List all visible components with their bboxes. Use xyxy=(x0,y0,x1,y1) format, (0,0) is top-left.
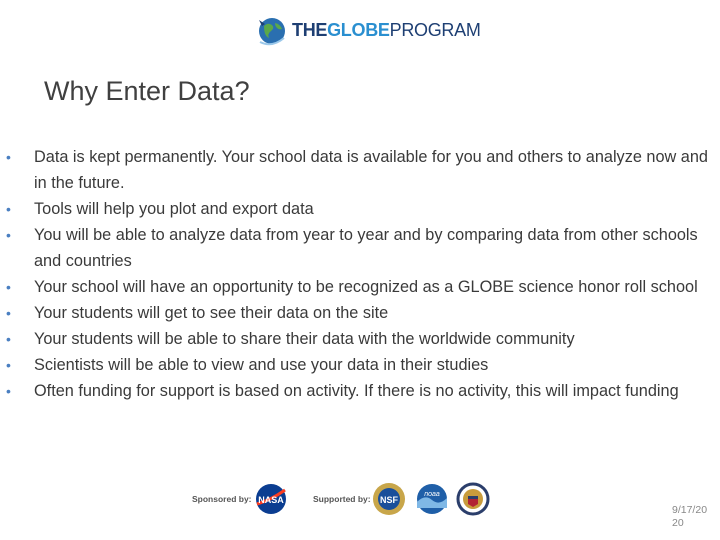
bullet-item xyxy=(6,196,714,222)
logo-part-globe: GLOBE xyxy=(327,19,390,40)
bullet-icon: • xyxy=(6,149,11,165)
bullet-list xyxy=(6,144,714,404)
bullet-icon: • xyxy=(6,227,11,243)
date-line-1: 9/17/20 xyxy=(672,504,708,516)
bullet-item xyxy=(6,144,714,196)
bullet-icon: • xyxy=(6,383,11,399)
bullet-item xyxy=(6,326,714,352)
sponsored-by-label: Sponsored by: xyxy=(192,494,252,504)
nsf-logo-text: NSF xyxy=(380,495,398,505)
globe-program-logo xyxy=(256,14,481,46)
date-line-2: 20 xyxy=(672,517,684,529)
bullet-icon: • xyxy=(6,357,11,373)
bullet-text: Scientists will be able to view and use your data in their studies xyxy=(34,356,489,374)
noaa-logo-icon xyxy=(415,482,449,516)
supported-by-label: Supported by: xyxy=(313,494,371,504)
bullet-item xyxy=(6,378,714,404)
state-dept-seal-icon xyxy=(456,482,490,516)
slide-date xyxy=(672,504,707,530)
sponsor-bar xyxy=(0,478,720,524)
bullet-icon: • xyxy=(6,331,11,347)
bullet-text: Data is kept permanently. Your school data is available for you and others to analyze now and in the future. xyxy=(34,148,708,192)
bullet-text: Often funding for support is based on activity. If there is no activity, this will impact funding xyxy=(34,382,679,400)
globe-logo-icon xyxy=(256,14,288,46)
bullet-icon: • xyxy=(6,201,11,217)
nasa-logo-text: NASA xyxy=(258,495,284,505)
bullet-item xyxy=(6,274,714,300)
logo-part-the: THE xyxy=(292,19,328,40)
bullet-icon: • xyxy=(6,279,11,295)
bullet-text: Your students will get to see their data on the site xyxy=(34,304,389,322)
nasa-logo-icon xyxy=(254,482,288,516)
bullet-text: Tools will help you plot and export data xyxy=(34,200,314,218)
bullet-text: Your students will be able to share their data with the worldwide community xyxy=(34,330,575,348)
noaa-logo-text: noaa xyxy=(424,491,440,498)
bullet-text: You will be able to analyze data from year to year and by comparing data from other schools and countries xyxy=(34,226,698,270)
logo-part-program: PROGRAM xyxy=(389,19,481,40)
bullet-item xyxy=(6,300,714,326)
bullet-icon: • xyxy=(6,305,11,321)
slide-title: Why Enter Data? xyxy=(44,76,250,106)
nsf-logo-icon xyxy=(371,481,407,517)
bullet-text: Your school will have an opportunity to be recognized as a GLOBE science honor roll school xyxy=(34,278,698,296)
logo-wordmark xyxy=(292,20,481,41)
bullet-item xyxy=(6,222,714,274)
bullet-item xyxy=(6,352,714,378)
